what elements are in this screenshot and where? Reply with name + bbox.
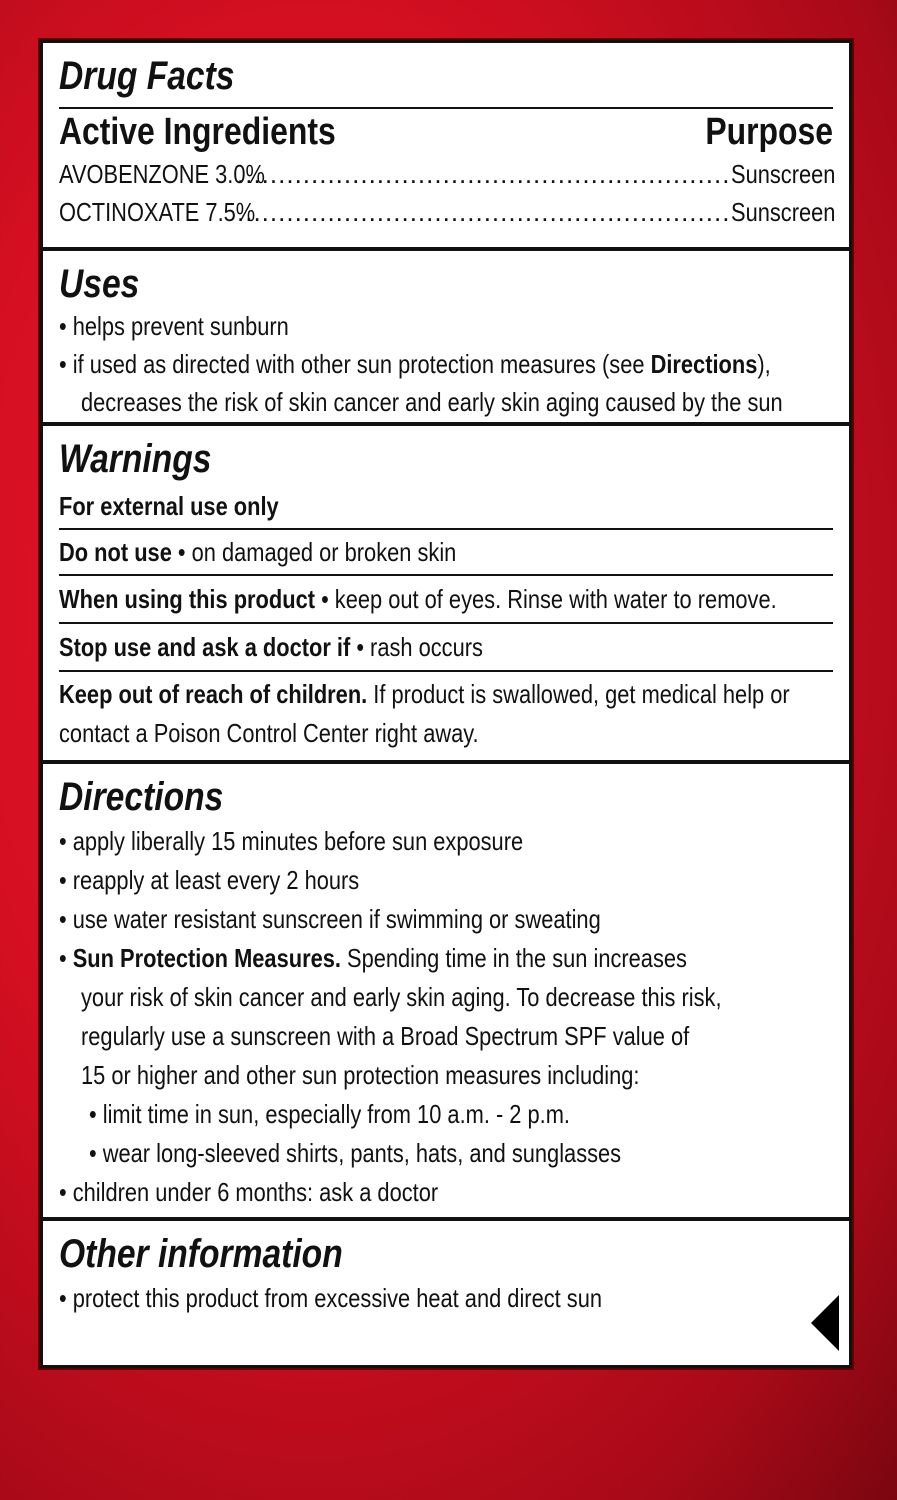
directions-section	[43, 764, 849, 1221]
leader-dots	[237, 193, 731, 231]
directions-item: • apply liberally 15 minutes before sun exposure	[59, 822, 523, 861]
sun-protection-subitem: • wear long-sleeved shirts, pants, hats, and sunglasses	[89, 1134, 621, 1173]
sun-protection-text-continued: 15 or higher and other sun protection measures including:	[81, 1060, 640, 1090]
drug-facts-panel	[40, 40, 852, 1368]
ingredient-name: AVOBENZONE 3.0%	[59, 159, 265, 189]
left-triangle-arrow-icon	[811, 1295, 839, 1351]
do-not-use-text: on damaged or broken skin	[191, 537, 457, 567]
stop-use-row: Stop use and ask a doctor if • rash occurs	[59, 632, 483, 662]
uses-item	[59, 345, 771, 383]
external-use-text: For external use only	[59, 491, 279, 521]
uses-text: ),	[757, 349, 771, 379]
sun-protection-text-continued: your risk of skin cancer and early skin aging. To decrease this risk,	[81, 982, 722, 1012]
directions-item: • use water resistant sunscreen if swimming or sweating	[59, 900, 601, 939]
uses-item: • helps prevent sunburn	[59, 307, 289, 345]
sun-protection-subitem: • limit time in sun, especially from 10 a.m. - 2 p.m.	[89, 1095, 570, 1134]
sun-protection-text-continued: regularly use a sunscreen with a Broad Spectrum SPF value of	[81, 1021, 690, 1051]
stop-use-label: Stop use and ask a doctor if	[59, 632, 351, 662]
leader-dots	[237, 155, 731, 193]
when-using-row: When using this product • keep out of eyes. Rinse with water to remove.	[59, 584, 777, 614]
keep-out-label: Keep out of reach of children.	[59, 679, 368, 709]
purpose-heading: Purpose	[705, 111, 833, 153]
ingredient-purpose: Sunscreen	[731, 159, 836, 189]
uses-text: if used as directed with other sun protection measures (see	[72, 349, 651, 379]
sun-protection-item	[59, 939, 687, 978]
active-ingredients-heading: Active Ingredients	[59, 111, 336, 153]
drug-facts-section	[43, 43, 849, 251]
keep-out-row	[59, 674, 790, 714]
ingredient-row	[59, 155, 836, 193]
stop-use-text: rash occurs	[370, 632, 483, 662]
directions-item: • children under 6 months: ask a doctor	[59, 1173, 438, 1212]
sun-protection-text: Spending time in the sun increases	[340, 943, 687, 973]
directions-heading: Directions	[59, 775, 224, 819]
ingredient-row	[59, 193, 836, 231]
directions-ref: Directions	[650, 349, 758, 379]
when-using-label: When using this product	[59, 584, 316, 614]
sun-protection-label: Sun Protection Measures.	[72, 943, 341, 973]
warnings-section	[43, 426, 849, 764]
other-information-heading: Other information	[59, 1232, 343, 1276]
do-not-use-label: Do not use	[59, 537, 172, 567]
when-using-text: keep out of eyes. Rinse with water to remove.	[334, 584, 777, 614]
other-information-item: • protect this product from excessive heat and direct sun	[59, 1279, 602, 1317]
warnings-heading: Warnings	[59, 437, 212, 481]
keep-out-text-continued: contact a Poison Control Center right away.	[59, 718, 479, 748]
do-not-use-row: Do not use • on damaged or broken skin	[59, 537, 457, 567]
keep-out-text: If product is swallowed, get medical help or	[367, 679, 790, 709]
other-information-section	[43, 1221, 849, 1361]
uses-section	[43, 251, 849, 426]
drug-facts-title: Drug Facts	[59, 54, 235, 98]
active-ingredients-header	[59, 109, 833, 155]
uses-heading: Uses	[59, 262, 140, 306]
ingredient-name: OCTINOXATE 7.5%	[59, 197, 256, 227]
ingredient-purpose: Sunscreen	[731, 197, 836, 227]
directions-item: • reapply at least every 2 hours	[59, 861, 359, 900]
uses-item-continued: decreases the risk of skin cancer and early skin aging caused by the sun	[81, 387, 783, 417]
